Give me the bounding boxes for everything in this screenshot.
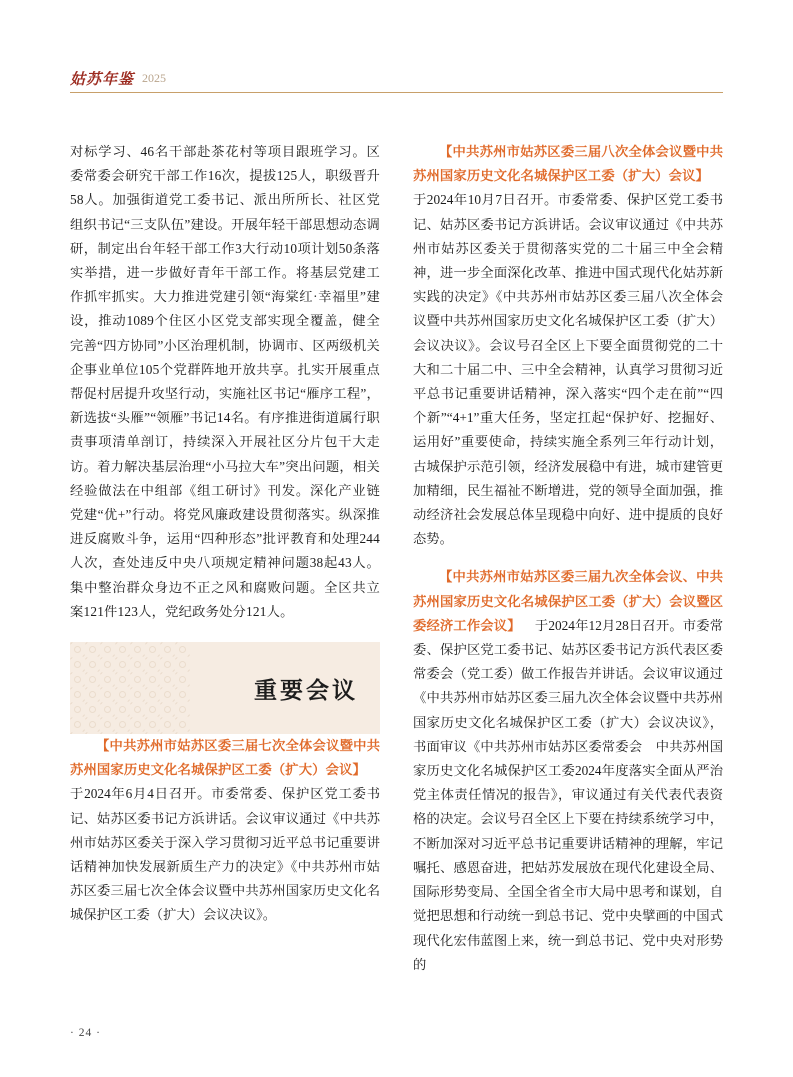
yearbook-logo: 姑苏年鉴 <box>70 70 135 88</box>
right-column <box>413 140 723 1000</box>
entry-item <box>70 734 380 928</box>
entry-text: 于2024年12月28日召开。市委常委、保护区党工委书记、姑苏区委书记方浜代表区委常委会（党工委）做工作报告并讲话。会议审议通过《中共苏州市姑苏区委三届九次全体会议暨中共苏州国家历史文化名城保护区工委（扩大）会议决议》，书面审议《中共苏州市姑苏区委常委会 中共苏州国家历史文化名城保护区工委2024年度落实全面从严治党主体责任情况的报告》，审议通过有关代表代表资格的决定。会议号召全区上下要在持续系统学习中，不断加深对习近平总书记重要讲话精神的理解，牢记嘱托、感恩奋进，把姑苏发展放在现代化建设全局、国际形势变局、全国全省全市大局中思考和谋划，自觉把思想和行动统一到总书记、党中央擘画的中国式现代化宏伟蓝图上来，统一到总书记、党中央对形势的 <box>413 617 724 972</box>
section-banner <box>70 642 380 734</box>
entry-text: 于2024年6月4日召开。市委常委、保护区党工委书记、姑苏区委书记方浜讲话。会议审议通过《中共苏州市姑苏区委关于深入学习贯彻习近平总书记重要讲话精神加快发展新质生产力的决定》《中共苏州市姑苏区委三届七次全体会议暨中共苏州国家历史文化名城保护区工委（扩大）会议决议》。 <box>70 786 380 923</box>
entry-text: 于2024年10月7日召开。市委常委、保护区党工委书记、姑苏区委书记方浜讲话。会议审议通过《中共苏州市姑苏区委关于贯彻落实党的二十届三中全会精神，进一步全面深化改革、推进中国式现代化姑苏新实践的决定》《中共苏州市姑苏区委三届八次全体会议暨中共苏州国家历史文化名城保护区工委（扩大）会议决议》。会议号召全区上下要全面贯彻党的二十大和二十届二中、三中全会精神，认真学习贯彻习近平总书记重要讲话精神，深入落实“四个走在前”“四个新”“4+1”重大任务，坚定扛起“保护好、挖掘好、运用好”重要使命，持续实施全系列三年行动计划，古城保护示范引领，经济发展稳中有进，城市建管更加精细，民生福祉不断增进，党的领导全面加强，推动经济社会发展总体呈现稳中向好、进中提质的良好态势。 <box>413 192 723 547</box>
page-header <box>70 58 723 93</box>
page-number: · 24 · <box>70 1027 101 1039</box>
entry-item <box>413 565 723 976</box>
left-column <box>70 140 380 1000</box>
continued-paragraph: 对标学习、46名干部赴茶花村等项目跟班学习。区委常委会研究干部工作16次，提拔125人，职级晋升58人。加强街道党工委书记、派出所所长、社区党组织书记“三支队伍”建设。开展年轻干部思想动态调研，制定出台年轻干部工作3大行动10项计划50条落实举措，进一步做好青年干部工作。将基层党建工作抓牢抓实。大力推进党建引领“海棠红·幸福里”建设，推动1089个住区小区党支部实现全覆盖，健全完善“四方协同”小区治理机制，协调市、区两级机关企事业单位105个党群阵地开放共享。扎实开展重点帮促村居提升攻坚行动，实施社区书记“雁序工程”，新选拔“头雁”“领雁”书记14名。有序推进街道属行职责事项清单剖订，持续深入开展社区分片包干大走访。着力解决基层治理“小马拉大车”突出问题，相关经验做法在中组部《组工研讨》刊发。深化产业链党建“优+”行动。将党风廉政建设贯彻落实。纵深推进反腐败斗争，运用“四种形态”批评教育和处理244人次，查处违反中央八项规定精神问题38起43人。集中整治群众身边不正之风和腐败问题。全区共立案121件123人，党纪政务处分121人。 <box>70 144 380 619</box>
section-title: 重要会议 <box>254 677 358 705</box>
entry-title: 【中共苏州市姑苏区委三届九次全体会议、中共苏州国家历史文化名城保护区工委（扩大）会议暨区委经济工作会议】 <box>413 569 723 633</box>
entry-title: 【中共苏州市姑苏区委三届八次全体会议暨中共苏州国家历史文化名城保护区工委（扩大）会议】 <box>413 144 723 184</box>
entry-title: 【中共苏州市姑苏区委三届七次全体会议暨中共苏州国家历史文化名城保护区工委（扩大）会议】 <box>70 738 380 778</box>
header-year: 2025 <box>142 71 167 85</box>
two-column-layout <box>70 140 723 1000</box>
ornament-pattern-icon <box>70 642 190 734</box>
entry-item <box>413 140 723 551</box>
